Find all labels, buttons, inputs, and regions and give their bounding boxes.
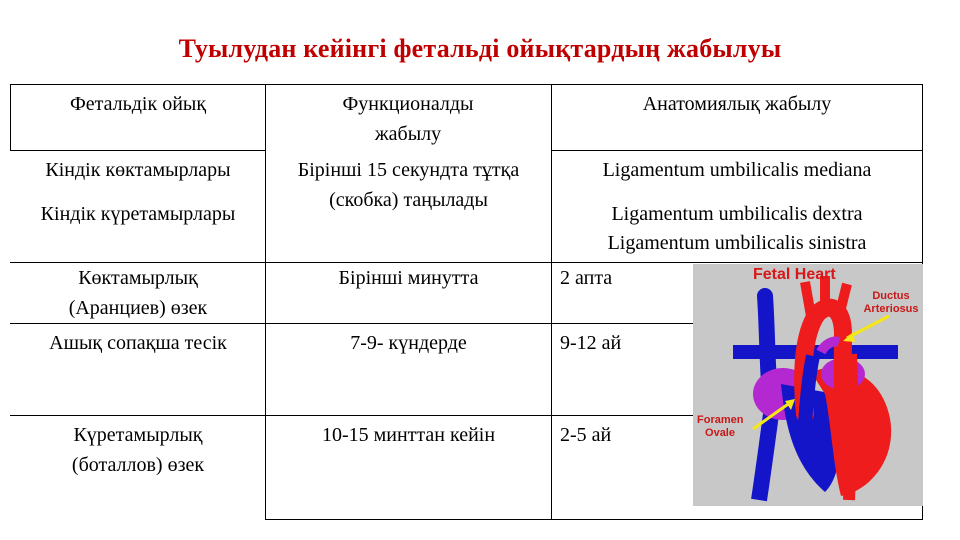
anatomical-umbilical-arteries-1: Ligamentum umbilicalis dextra: [611, 203, 863, 225]
table-border-top: [10, 84, 923, 85]
fetal-heart-title: Fetal Heart: [753, 266, 836, 283]
header-functional-closure: Функционалды жабылу: [342, 93, 474, 145]
anatomical-ductus-arteriosus: 2-5 ай: [560, 424, 612, 446]
slide-title: Туылудан кейінгі фетальді ойықтардың жабылуы: [178, 34, 782, 63]
shunt-ductus-arteriosus: Күретамырлық (боталлов) өзек: [71, 424, 205, 476]
anatomical-umbilical-vein: Ligamentum umbilicalis mediana: [602, 159, 872, 181]
shunt-umbilical-vein: Кіндік көктамырлары: [45, 159, 231, 181]
functional-ductus-venosus: Бірінші минутта: [338, 267, 479, 289]
table-row-divider: [551, 150, 923, 151]
header-anatomical-closure: Анатомиялық жабылу: [642, 93, 832, 115]
table-column-divider: [265, 84, 266, 520]
functional-foramen-ovale: 7-9- күндерде: [350, 332, 467, 354]
anatomical-foramen-ovale: 9-12 ай: [560, 332, 622, 354]
fetal-heart-figure: [693, 264, 923, 506]
shunt-foramen-ovale: Ашық сопақша тесік: [49, 332, 227, 354]
shunt-umbilical-arteries: Кіндік күретамырлары: [40, 203, 236, 225]
header-shunt: Фетальдік ойық: [69, 93, 207, 115]
table-row-divider: [10, 150, 265, 151]
anatomical-umbilical-arteries-2: Ligamentum umbilicalis sinistra: [607, 232, 867, 254]
shunt-ductus-venosus: Көктамырлық (Аранциев) өзек: [68, 267, 208, 319]
functional-ductus-arteriosus: 10-15 минттан кейін: [321, 424, 496, 446]
ductus-arteriosus-label: Ductus Arteriosus: [863, 290, 919, 315]
anatomical-ductus-venosus: 2 апта: [560, 267, 613, 289]
functional-umbilical-vessels: Бірінші 15 секундта тұтқа (скобка) таңылады: [297, 159, 520, 211]
table-border-bottom: [265, 519, 923, 520]
foramen-ovale-label: Foramen Ovale: [697, 414, 744, 439]
table-border-left: [10, 84, 11, 150]
